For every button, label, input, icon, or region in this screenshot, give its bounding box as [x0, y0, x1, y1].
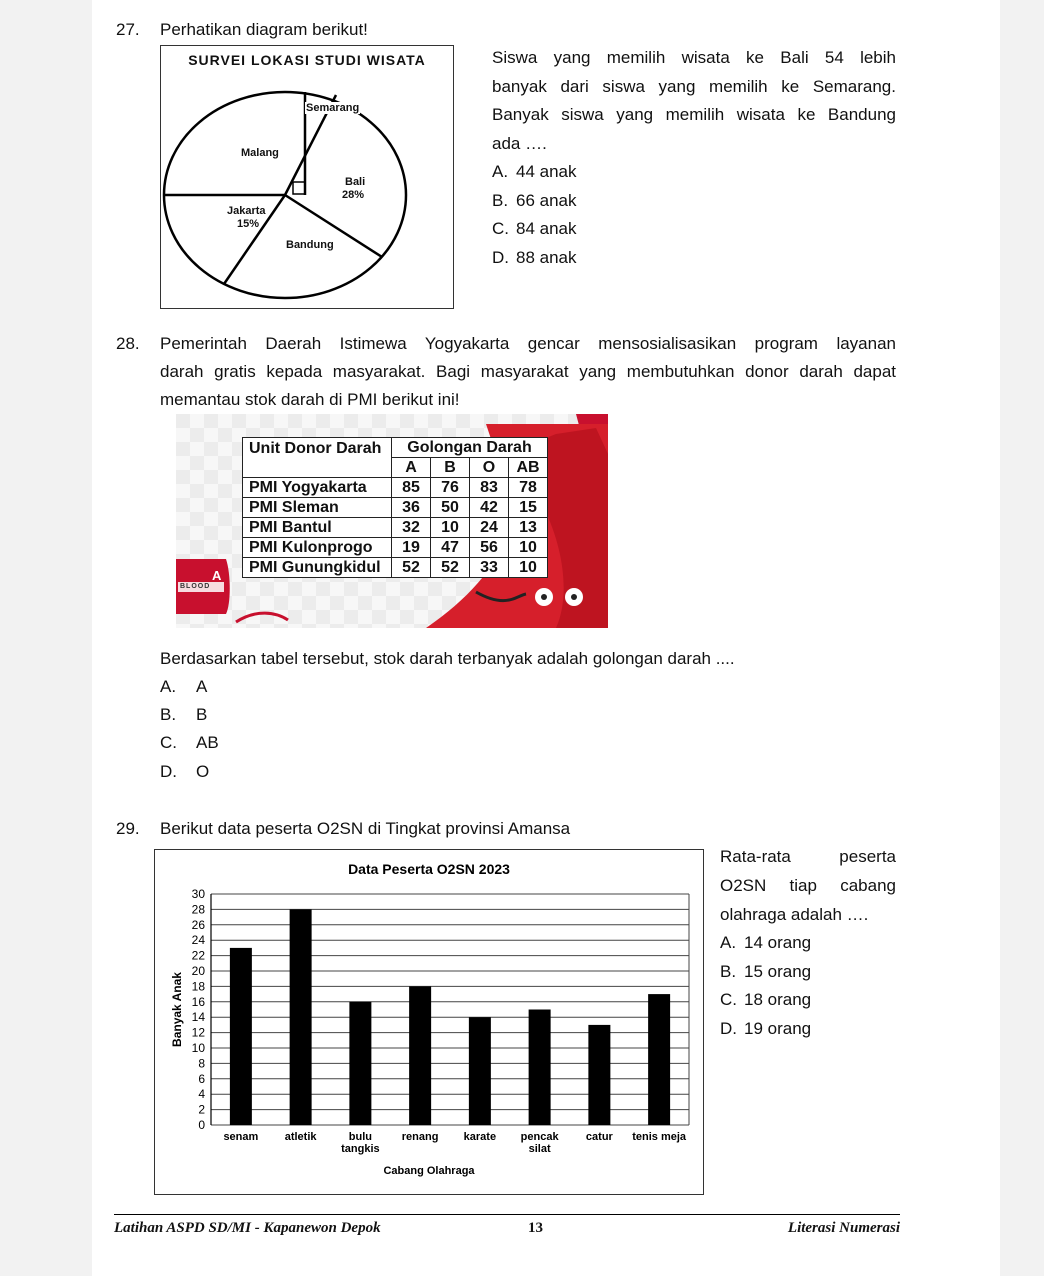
bar	[529, 1010, 551, 1126]
q27-prompt: Perhatikan diagram berikut!	[160, 20, 368, 39]
table-group-b: B	[431, 458, 470, 478]
bar	[230, 948, 252, 1125]
bar	[290, 909, 312, 1125]
table-cell: 13	[509, 518, 548, 538]
y-tick-label: 20	[191, 964, 205, 978]
table-group-ab: AB	[509, 458, 548, 478]
table-cell: 10	[509, 538, 548, 558]
q29-option-d[interactable]: D. 19 orang	[720, 1019, 812, 1038]
q28-option-b[interactable]: B. B	[160, 705, 208, 724]
q27-option-d[interactable]: D. 88 anak	[492, 248, 577, 267]
table-group-a: A	[392, 458, 431, 478]
table-cell: 47	[431, 538, 470, 558]
pie-title: SURVEI LOKASI STUDI WISATA	[188, 52, 426, 68]
table-row	[243, 558, 548, 578]
pie-label-semarang: Semarang	[306, 102, 360, 114]
x-tick-label: senam	[223, 1131, 259, 1143]
q27-option-b[interactable]: B. 66 anak	[492, 191, 577, 210]
x-axis-label: Cabang Olahraga	[383, 1165, 475, 1177]
q28-question: Berdasarkan tabel tersebut, stok darah terbanyak adalah golongan darah ....	[160, 649, 735, 668]
q27-text-line: Banyak siswa yang memilih wisata ke Bandung	[492, 105, 896, 124]
q28-option-c[interactable]: C. AB	[160, 733, 219, 752]
table-group-o: O	[470, 458, 509, 478]
table-cell: 78	[509, 478, 548, 498]
table-cell: 19	[392, 538, 431, 558]
x-tick-label: catur	[585, 1131, 613, 1143]
q28-number: 28.	[116, 334, 140, 353]
table-cell: 36	[392, 498, 431, 518]
x-tick-label: silat	[528, 1143, 551, 1155]
q29-option-c[interactable]: C. 18 orang	[720, 990, 812, 1009]
bar-chart-svg	[155, 850, 703, 1194]
y-tick-label: 4	[198, 1087, 205, 1102]
q27-number: 27.	[116, 20, 140, 39]
q28-intro-line: memantau stok darah di PMI berikut ini!	[160, 390, 460, 409]
y-tick-label: 0	[198, 1118, 205, 1132]
y-tick-label: 8	[198, 1056, 205, 1071]
table-row	[243, 538, 548, 558]
table-cell: 83	[470, 478, 509, 498]
table-cell: 56	[470, 538, 509, 558]
table-cell: 52	[431, 558, 470, 578]
pie-label-bandung: Bandung	[286, 239, 334, 251]
y-tick-label: 24	[191, 933, 205, 948]
pie-label-jakarta: Jakarta	[227, 205, 266, 217]
bar-chart-title: Data Peserta O2SN 2023	[348, 861, 510, 877]
table-cell: 10	[431, 518, 470, 538]
pie-label-malang: Malang	[241, 147, 279, 159]
table-cell-unit: PMI Bantul	[243, 518, 392, 538]
bar	[588, 1025, 610, 1125]
q27-option-a[interactable]: A. 44 anak	[492, 162, 577, 181]
table-header-group: Golongan Darah	[392, 438, 548, 458]
q28-option-a[interactable]: A. A	[160, 677, 208, 696]
x-tick-label: renang	[401, 1131, 439, 1143]
y-tick-label: 6	[198, 1071, 205, 1086]
q27-text-line: Siswa yang memilih wisata ke Bali 54 lebih	[492, 48, 896, 67]
x-tick-label: atletik	[284, 1131, 317, 1143]
q28-option-d[interactable]: D. O	[160, 762, 210, 781]
q27-option-c[interactable]: C. 84 anak	[492, 219, 577, 238]
blood-bag-word: BLOOD	[180, 583, 211, 590]
x-tick-label: karate	[463, 1131, 497, 1143]
x-tick-label: tangkis	[341, 1143, 380, 1155]
table-row	[243, 478, 548, 498]
bar	[469, 1017, 491, 1125]
footer-right: Literasi Numerasi	[787, 1220, 900, 1236]
pie-svg	[161, 46, 453, 308]
footer-left: Latihan ASPD SD/MI - Kapanewon Depok	[114, 1220, 381, 1236]
x-tick-label: pencak	[520, 1131, 559, 1143]
table-cell: 42	[470, 498, 509, 518]
table-cell: 10	[509, 558, 548, 578]
table-cell-unit: PMI Yogyakarta	[243, 478, 392, 498]
q28-intro-line: Pemerintah Daerah Istimewa Yogyakarta gencar mensosialisasikan program layanan	[160, 334, 896, 353]
y-tick-label: 10	[191, 1041, 205, 1055]
table-cell: 33	[470, 558, 509, 578]
y-tick-label: 30	[191, 887, 205, 901]
blood-bag-letter: A	[212, 568, 222, 583]
blood-stock-table	[242, 437, 548, 578]
table-cell-unit: PMI Gunungkidul	[243, 558, 392, 578]
table-cell: 15	[509, 498, 548, 518]
q29-option-a[interactable]: A. 14 orang	[720, 933, 812, 952]
bar	[349, 1002, 371, 1125]
q29-prompt: Berikut data peserta O2SN di Tingkat provinsi Amansa	[160, 819, 571, 838]
y-tick-label: 14	[191, 1010, 205, 1025]
table-cell-unit: PMI Sleman	[243, 498, 392, 518]
blood-table-illustration	[176, 414, 608, 628]
table-cell: 52	[392, 558, 431, 578]
q29-option-b[interactable]: B. 15 orang	[720, 962, 812, 981]
x-tick-label: bulu	[348, 1131, 372, 1143]
q29-text-line: Rata-rata peserta	[720, 847, 896, 866]
y-tick-label: 16	[191, 994, 205, 1009]
y-tick-label: 26	[191, 917, 205, 932]
table-cell: 50	[431, 498, 470, 518]
q27-text-line: banyak dari siswa yang memilih ke Semarang.	[492, 77, 896, 96]
table-row	[243, 518, 548, 538]
pie-value-bali: 28%	[342, 189, 365, 201]
table-cell: 76	[431, 478, 470, 498]
table-cell: 24	[470, 518, 509, 538]
table-cell: 85	[392, 478, 431, 498]
pie-chart-box	[160, 45, 454, 309]
q29-number: 29.	[116, 819, 140, 838]
pie-value-jakarta: 15%	[237, 218, 260, 230]
y-tick-label: 28	[191, 902, 205, 917]
q29-text-line: O2SN tiap cabang	[720, 876, 896, 895]
bar-chart-box	[154, 849, 704, 1195]
bar	[648, 994, 670, 1125]
table-header-unit: Unit Donor Darah	[243, 438, 392, 478]
q27-text-line: ada ….	[492, 134, 547, 153]
bar	[409, 986, 431, 1125]
y-tick-label: 18	[191, 979, 205, 994]
q28-intro-line: darah gratis kepada masyarakat. Bagi masyarakat yang membutuhkan donor darah dapat	[160, 362, 896, 381]
y-axis-label: Banyak Anak	[170, 972, 184, 1047]
table-cell: 32	[392, 518, 431, 538]
page	[92, 0, 1000, 1276]
table-cell-unit: PMI Kulonprogo	[243, 538, 392, 558]
y-tick-label: 2	[198, 1102, 205, 1117]
pie-label-bali: Bali	[345, 176, 366, 188]
y-tick-label: 22	[191, 948, 205, 963]
x-tick-label: tenis meja	[632, 1131, 687, 1143]
footer-page-number: 13	[528, 1220, 543, 1236]
table-row	[243, 498, 548, 518]
q29-text-line: olahraga adalah ….	[720, 905, 869, 924]
footer-rule	[114, 1214, 900, 1215]
y-tick-label: 12	[191, 1025, 205, 1040]
